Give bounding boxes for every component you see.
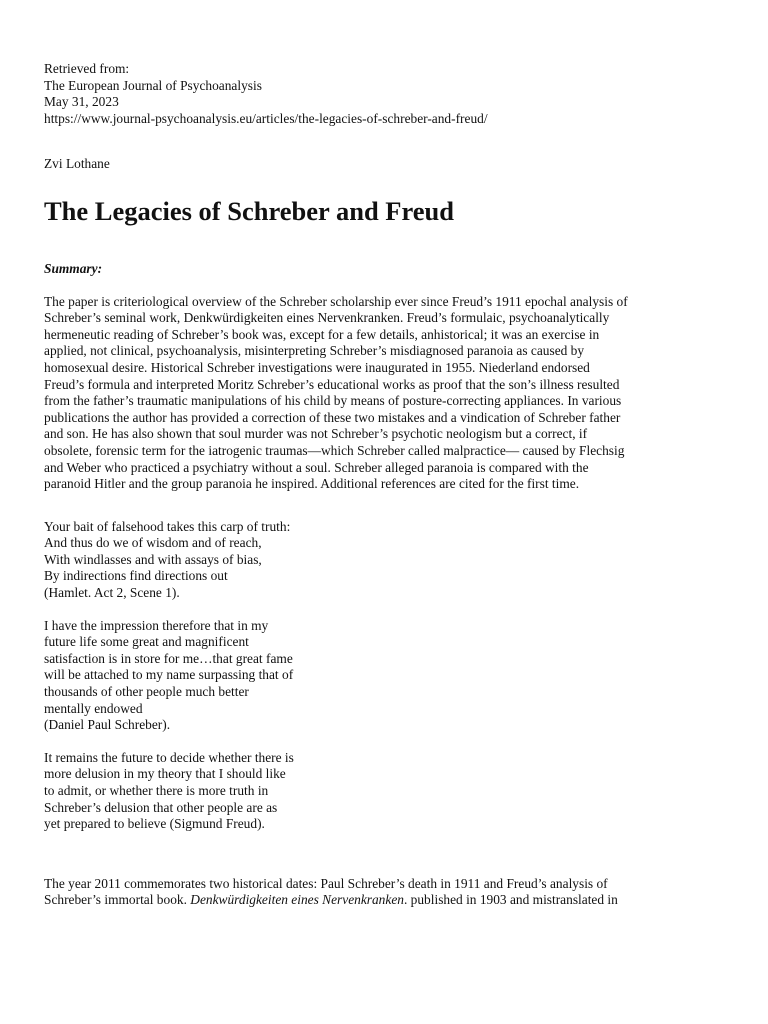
article-title: The Legacies of Schreber and Freud [44,195,455,226]
summary-line: hermeneutic reading of Schreber’s book was, except for a few details, anhistorical; it was an exercise in [44,326,600,342]
epigraph-schreber [44,618,734,734]
source-date: May 31, 2023 [44,94,119,110]
summary-line: from the father’s traumatic manipulations of his child by means of posture-correcting appliances. In various [44,393,622,409]
intro-text-start: Schreber’s immortal book. [44,892,191,908]
epigraph-line: By indirections find directions out [44,568,228,584]
summary-line: and Weber who practiced a psychiatry without a soul. Schreber alleged paranoia is compared with the [44,459,589,475]
summary-line: and son. He has also shown that soul murder was not Schreber’s psychotic neologism but a correct, if [44,426,588,442]
document-page [44,61,734,909]
author-name: Zvi Lothane [44,156,110,172]
source-retrieved-label: Retrieved from: [44,61,130,76]
epigraph-line: to admit, or whether there is more truth in [44,783,269,798]
source-citation [44,61,734,127]
intro-text-end: . published in 1903 and mistranslated in [403,892,618,908]
summary-line: paranoid Hitler and the group paranoia he inspired. Additional references are cited for the first time. [44,476,580,492]
epigraph-line: I have the impression therefore that in my [44,617,269,633]
intro-line [44,892,734,909]
epigraph-line: Your bait of falsehood takes this carp of truth: [44,518,291,534]
epigraph-line: satisfaction is in store for me…that great fame [44,650,293,666]
epigraph-line: thousands of other people much better [44,684,249,700]
intro-paragraph [44,876,734,909]
epigraph-line: It remains the future to decide whether there is [44,749,294,765]
source-journal-name: The European Journal of Psychoanalysis [44,77,262,93]
epigraph-line: more delusion in my theory that I should like [44,766,286,782]
epigraph-line: yet prepared to believe (Sigmund Freud). [44,816,265,832]
intro-line: The year 2011 commemorates two historical dates: Paul Schreber’s death in 1911 and Freud’s analysis of [44,875,608,891]
summary-paragraph [44,294,734,493]
epigraph-line: future life some great and magnificent [44,634,249,650]
summary-heading: Summary: [44,260,103,276]
epigraph-hamlet [44,519,734,602]
summary-line: The paper is criteriological overview of the Schreber scholarship ever since Freud’s 1911 epochal analysis of [44,293,628,309]
epigraph-attribution: (Hamlet. Act 2, Scene 1). [44,585,180,601]
summary-line: Freud’s formula and interpreted Moritz Schreber’s educational works as proof that the son’s illness resulted [44,376,620,392]
epigraph-line: Schreber’s delusion that other people are as [44,799,278,815]
summary-line: applied, not clinical, psychoanalysis, misinterpreting Schreber’s misdiagnosed paranoia as caused by [44,343,585,359]
epigraph-line: And thus do we of wisdom and of reach, [44,535,262,551]
epigraph-attribution: (Daniel Paul Schreber). [44,717,171,733]
epigraph-freud [44,750,734,833]
epigraph-line: With windlasses and with assays of bias, [44,551,262,567]
epigraph-line: will be attached to my name surpassing that of [44,667,294,683]
intro-book-title: Denkwürdigkeiten eines Nervenkranken [190,892,404,908]
summary-line: homosexual desire. Historical Schreber investigations were inaugurated in 1955. Niederland endorsed [44,359,590,375]
summary-line: Schreber’s seminal work, Denkwürdigkeiten eines Nervenkranken. Freud’s formulaic, psychoanalytically [44,310,610,326]
summary-line: publications the author has provided a correction of these two mistakes and a vindication of Schreber father [44,409,621,425]
epigraph-line: mentally endowed [44,700,143,716]
summary-line: obsolete, forensic term for the iatrogenic traumas—which Schreber called malpractice— caused by Flechsig [44,442,625,458]
source-url: https://www.journal-psychoanalysis.eu/articles/the-legacies-of-schreber-and-freud/ [44,110,488,126]
